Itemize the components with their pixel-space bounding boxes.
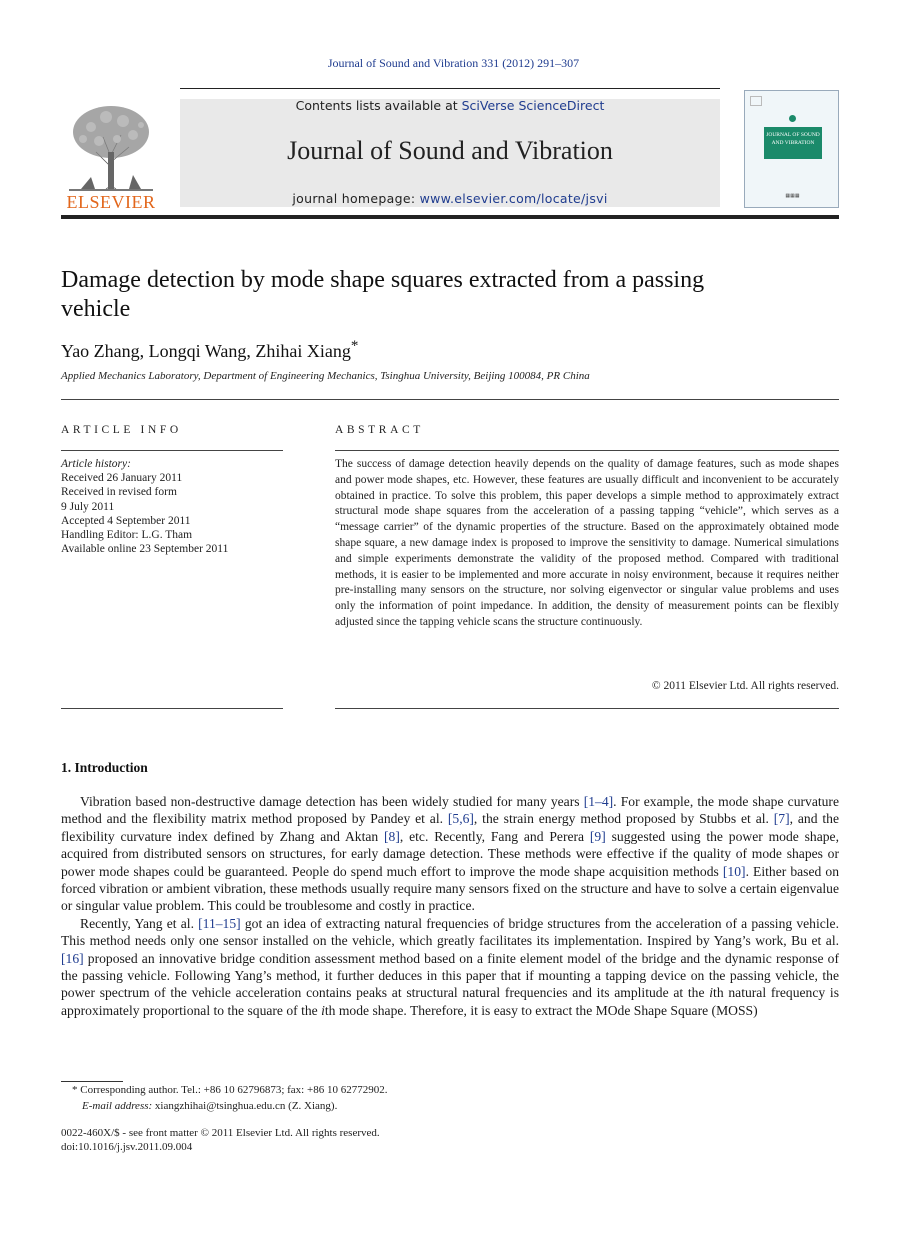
history-item: Received 26 January 2011 bbox=[61, 472, 183, 485]
reference-link[interactable]: [10] bbox=[722, 863, 746, 879]
abstract-bottom-rule bbox=[335, 708, 839, 709]
reference-link[interactable]: [1–4] bbox=[583, 794, 614, 809]
reference-link[interactable]: [8] bbox=[384, 828, 400, 844]
doi-line[interactable]: doi:10.1016/j.jsv.2011.09.004 bbox=[61, 1141, 193, 1153]
math-variable: i bbox=[321, 1002, 325, 1018]
math-variable: i bbox=[709, 985, 714, 1001]
author-line bbox=[61, 338, 358, 362]
text-run: Vibration based non-destructive damage detection has been widely studied for many years bbox=[80, 794, 584, 809]
journal-citation[interactable]: Journal of Sound and Vibration 331 (2012) 291–307 bbox=[327, 56, 580, 70]
paragraph bbox=[61, 793, 839, 915]
text-run: . For example, the mode shape curvature method and the flexibility matrix method proposed by Pandey et al. bbox=[61, 794, 839, 827]
homepage-link[interactable]: www.elsevier.com/locate/jsvi bbox=[419, 191, 608, 206]
affiliation: Applied Mechanics Laboratory, Department of Engineering Mechanics, Tsinghua University, Beijing 100084, PR China bbox=[61, 370, 590, 382]
history-item: Accepted 4 September 2011 bbox=[61, 514, 191, 527]
text-run: got an idea of extracting natural frequencies of bridge structures from the acceleration of a passing vehicle. This method needs only one sensor installed on the vehicle, which greatly facilitates its implementation. Inspired by Yang’s work, Bu et al. bbox=[61, 915, 839, 949]
reference-link[interactable]: [11–15] bbox=[198, 915, 241, 931]
history-label: Article history: bbox=[61, 458, 131, 470]
introduction-body bbox=[61, 793, 839, 1019]
reference-link[interactable]: [5,6] bbox=[447, 811, 474, 827]
header-top-rule bbox=[180, 88, 720, 89]
abstract-copyright: © 2011 Elsevier Ltd. All rights reserved. bbox=[651, 680, 839, 692]
paragraph bbox=[61, 915, 839, 1019]
article-info-heading: ARTICLE INFO bbox=[61, 424, 182, 436]
sciencedirect-link[interactable]: SciVerse ScienceDirect bbox=[461, 98, 605, 113]
corresponding-author-footnote: * Corresponding author. Tel.: +86 10 62796873; fax: +86 10 62772902. bbox=[72, 1084, 388, 1096]
reference-link[interactable]: [16] bbox=[61, 950, 84, 966]
history-item: Handling Editor: L.G. Tham bbox=[61, 529, 193, 542]
journal-cover-thumbnail[interactable] bbox=[744, 90, 839, 208]
text-run: proposed an innovative bridge condition assessment method based on a finite element model of the bridge and the dynamic response of the passing vehicle. Following Yang’s method, it further deduces in this paper that if mounting a tapping device on the passing vehicle, the power spectrum of the vehicle acceleration contains peaks at structural natural frequencies and its amplitude at the bbox=[61, 950, 839, 1001]
title-rule bbox=[61, 399, 839, 400]
corresponding-author-mark[interactable]: * bbox=[350, 338, 359, 354]
reference-link[interactable]: [7] bbox=[773, 811, 790, 827]
cover-publisher-mark: ▦▦▦ bbox=[785, 194, 800, 199]
text-run: suggested using the power mode shape, acquired from distributed sensors on structures, for early damage detection. These methods were effective if the quality of mode shapes or power mode shapes could be guaranteed. People do spend much effort to improve the mode shape acquisition methods bbox=[61, 828, 839, 879]
text-run: , etc. Recently, Fang and Perera bbox=[399, 828, 590, 844]
text-run: , the strain energy method proposed by Stubbs et al. bbox=[473, 811, 774, 827]
article-history bbox=[61, 457, 228, 556]
journal-title: Journal of Sound and Vibration bbox=[287, 136, 613, 165]
cover-corner-mark bbox=[750, 96, 762, 106]
article-title: Damage detection by mode shape squares extracted from a passing vehicle bbox=[61, 267, 705, 322]
email-address[interactable]: xiangzhihai@tsinghua.edu.cn (Z. Xiang). bbox=[154, 1100, 338, 1112]
cover-title-box: JOURNAL OF SOUND AND VIBRATION bbox=[764, 127, 822, 159]
history-item: Available online 23 September 2011 bbox=[61, 543, 229, 556]
publisher-wordmark: ELSEVIER bbox=[66, 192, 156, 212]
email-footnote bbox=[82, 1100, 337, 1112]
email-label: E-mail address: bbox=[82, 1100, 155, 1112]
history-item: 9 July 2011 bbox=[61, 500, 115, 513]
footnote-rule bbox=[61, 1081, 123, 1082]
contents-prefix: Contents lists available at bbox=[295, 98, 462, 113]
header-bottom-rule bbox=[61, 215, 839, 219]
text-run: , and the flexibility curvature index defined by Zhang and Aktan bbox=[61, 811, 839, 844]
author-names: Yao Zhang, Longqi Wang, Zhihai Xiang bbox=[61, 341, 351, 361]
reference-link[interactable]: [9] bbox=[589, 828, 606, 844]
text-run: Recently, Yang et al. bbox=[80, 915, 199, 931]
text-run: th mode shape. Therefore, it is easy to extract the MOde Shape Square (MOSS) bbox=[324, 1002, 758, 1018]
section-heading-introduction: 1. Introduction bbox=[61, 760, 148, 775]
homepage-line bbox=[180, 191, 720, 206]
article-info-rule bbox=[61, 450, 283, 451]
abstract-rule bbox=[335, 450, 839, 451]
front-matter-line: 0022-460X/$ - see front matter © 2011 Elsevier Ltd. All rights reserved. bbox=[61, 1127, 380, 1139]
article-info-bottom-rule bbox=[61, 708, 283, 709]
abstract-heading: ABSTRACT bbox=[335, 424, 424, 436]
homepage-prefix: journal homepage: bbox=[292, 191, 420, 206]
contents-line bbox=[180, 98, 720, 113]
abstract-text: The success of damage detection heavily depends on the quality of damage features, such as mode shapes and power mode shapes, etc. However, these features are usually difficult and inconvenient to be accurately obtained in practice. To solve this problem, this paper develops a simple method to approximately extract structural mode shape squares from the acceleration of a passing tapping “vehicle”, which serves as a “message carrier” of the dynamic properties of the structure. Based on the approximately obtained mode shape square, a new damage index is proposed to improve the sensitivity to damage. Numerical simulations and simple experiments demonstrate the validity of the proposed method. Compared with traditional methods, it is easier to be implemented and more accurate in noisy environment, because it requires neither pre-installing many sensors on the structure, nor solving eigenvector or singular value problems and uses only the information of point impedance. In addition, the density of measurement points can be flexibly adjusted since the tapping vehicle scans the structure continuously. bbox=[335, 458, 839, 628]
cover-logo-icon bbox=[789, 115, 796, 122]
text-run: . Either based on forced vibration or ambient vibration, these methods usually require many sensors fixed on the structure and have to solve a certain eigenvalue or singular value problem. This could be troublesome and costly in practice. bbox=[61, 863, 839, 914]
history-item: Received in revised form bbox=[61, 486, 177, 499]
text-run: th natural frequency is approximately proportional to the square of the bbox=[61, 985, 839, 1018]
